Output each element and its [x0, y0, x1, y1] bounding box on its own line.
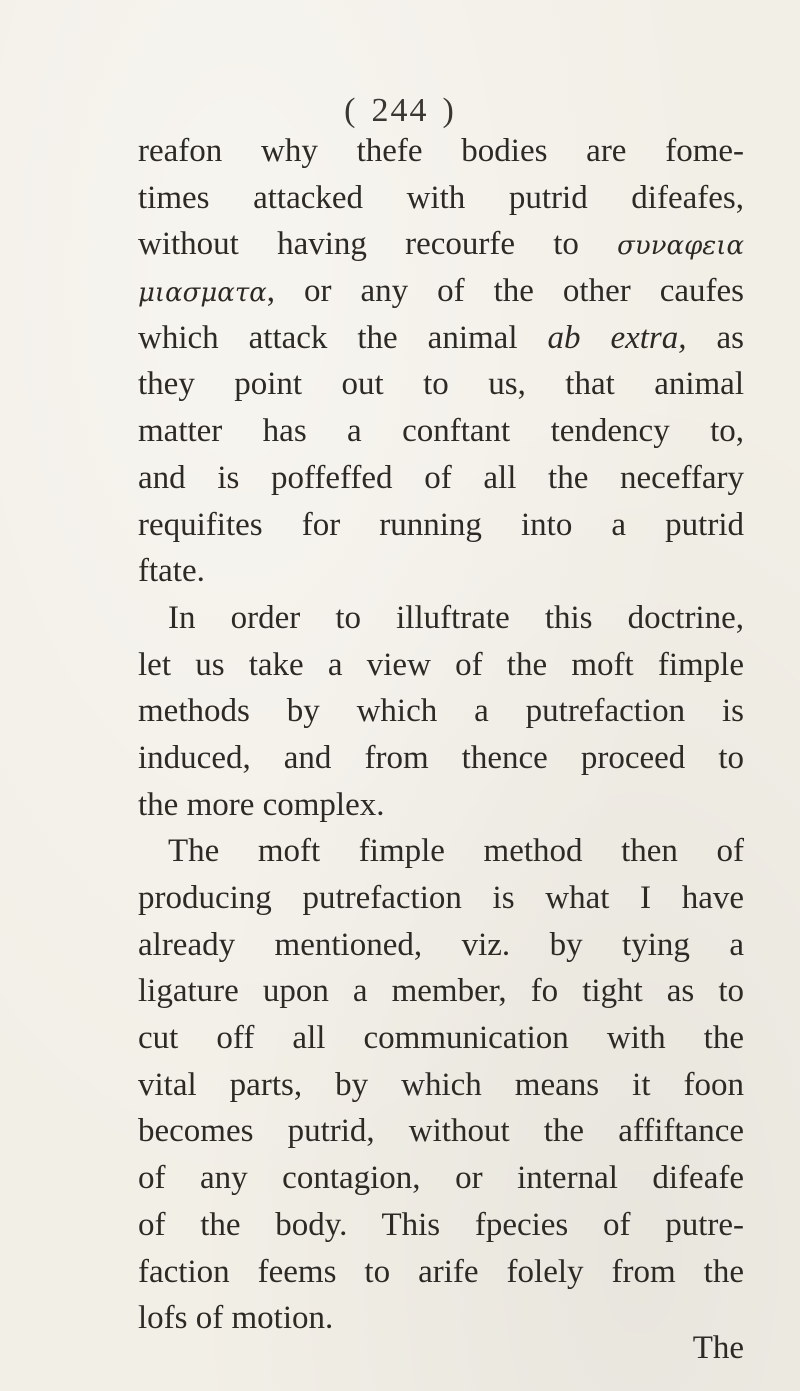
catchword: The	[692, 1330, 744, 1366]
text-line: the more complex.	[138, 786, 385, 823]
text-line: faction feems to arife folely from the	[138, 1253, 744, 1290]
text-line	[138, 221, 744, 268]
text-line: they point out to us, that animal	[138, 366, 744, 403]
close-paren: )	[442, 92, 456, 129]
text-line: matter has a conftant tendency to,	[138, 413, 744, 450]
page-number: 244	[371, 92, 429, 129]
text-line: producing putrefaction is what I have	[138, 880, 744, 916]
italic-phrase: ab extra,	[547, 319, 687, 356]
greek-word: συναφεια	[617, 231, 744, 262]
text-segment: which attack the animal	[138, 319, 548, 356]
text-line: induced, and from thence proceed to	[138, 739, 744, 776]
text-line: vital parts, by which means it foon	[138, 1066, 744, 1103]
text-line: and is poffeffed of all the neceffary	[138, 459, 744, 496]
text-line: times attacked with putrid difeafes,	[138, 179, 744, 216]
text-line: requifites for running into a putrid	[138, 506, 744, 543]
text-line: lofs of motion.	[138, 1300, 334, 1337]
text-line: methods by which a putrefaction is	[138, 693, 744, 730]
text-line: of any contagion, or internal difeafe	[138, 1160, 744, 1197]
text-line: let us take a view of the moft fimple	[138, 646, 744, 683]
text-line: ligature upon a member, fo tight as to	[138, 973, 744, 1010]
text-segment: as	[686, 319, 744, 356]
greek-word: μιασματα	[138, 278, 267, 309]
text-segment: without having recourfe to	[138, 226, 618, 263]
text-line: ftate.	[138, 553, 205, 590]
paragraph-start-line: The moft fimple method then of	[168, 833, 744, 870]
text-line	[138, 268, 744, 315]
open-paren: (	[344, 92, 358, 129]
text-line: reafon why thefe bodies are fome-	[138, 133, 744, 169]
text-line: of the body. This fpecies of putre-	[138, 1206, 744, 1243]
text-line: already mentioned, viz. by tying a	[138, 926, 744, 963]
paragraph-start-line: In order to illuftrate this doctrine,	[168, 599, 744, 636]
text-line: cut off all communication with the	[138, 1020, 744, 1057]
text-segment: , or any of the other caufes	[266, 273, 744, 310]
text-line	[138, 315, 744, 362]
page-header	[0, 92, 800, 130]
text-line: becomes putrid, without the affiftance	[138, 1113, 744, 1150]
body-text	[138, 128, 744, 1342]
